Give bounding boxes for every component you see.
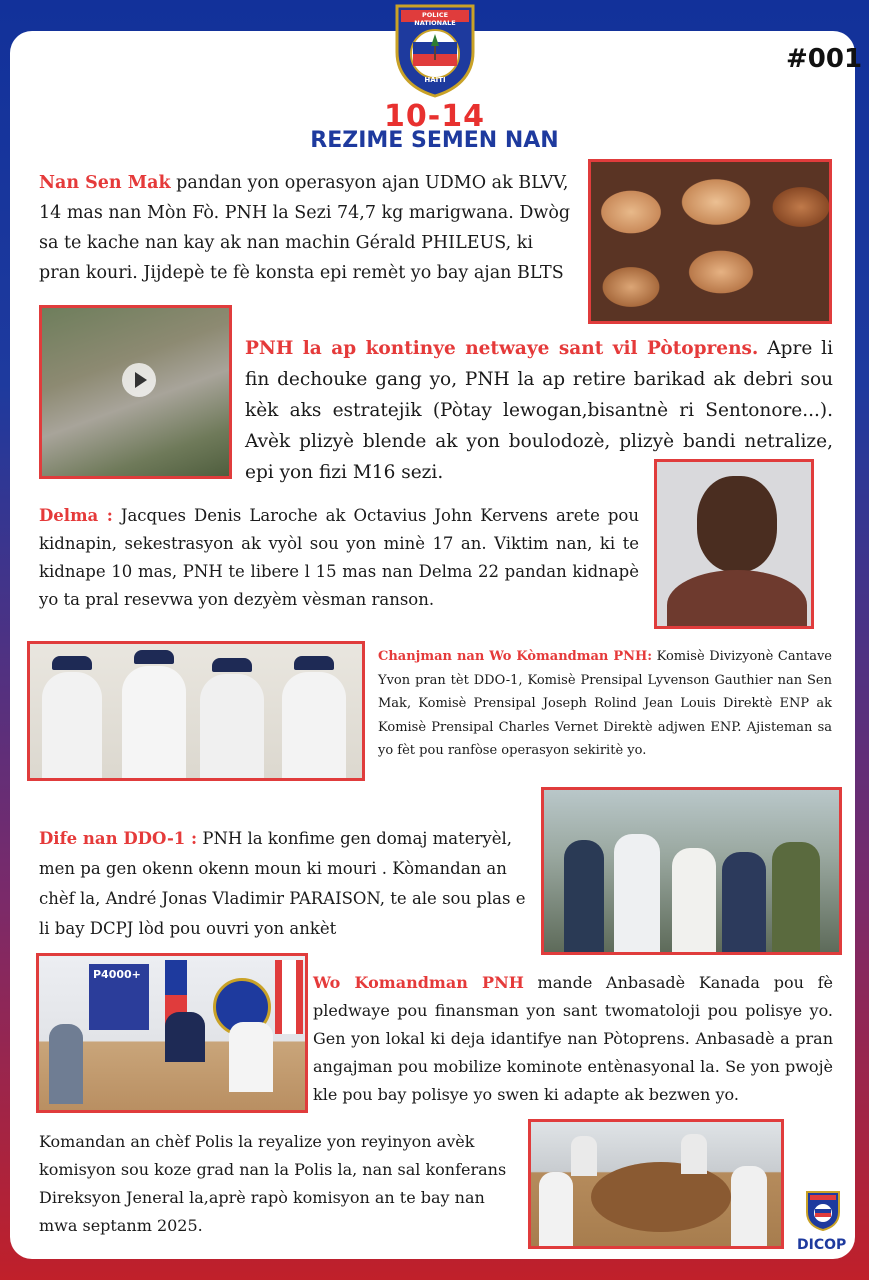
article-1-body: pandan yon operasyon ajan UDMO ak BLVV, 14 mas nan Mòn Fò. PNH la Sezi 74,7 kg marigwana. Dwòg sa te kache nan kay ak nan machin Gérald PHILEUS, ki pran kouri. Jijdepè te fè konsta epi remèt yo bay ajan BLTS: [39, 173, 571, 283]
article-3-lead: Delma :: [39, 506, 113, 525]
photo-fire-site: [541, 787, 842, 955]
photo-commission-meeting: [528, 1119, 784, 1249]
logo-top-text: POLICE NATIONALE: [414, 11, 456, 27]
article-6: [313, 969, 833, 1109]
article-6-lead: Wo Komandman PNH: [313, 973, 524, 992]
article-7: [39, 1128, 524, 1240]
article-4-lead: Chanjman nan Wo Kòmandman PNH:: [378, 649, 653, 664]
photo-marijuana: [588, 159, 832, 324]
article-5-body: PNH la konfime gen domaj materyèl, men pa gen okenn okenn moun ki mouri . Kòmandan an chèf la, André Jonas Vladimir PARAISON, te ale sou plas e li bay DCPJ lòd pou ouvri yon ankèt: [39, 829, 526, 938]
article-6-body: mande Anbasadè Kanada pou fè pledwaye pou finansman yon sant twomatoloji pou polisye yo. Gen yon lokal ki deja idantifye nan Pòtoprens. Anbasadè a pran angajman pou mobilize kominote entènasyonal la. Se yon pwojè kle pou bay polisye yo swen ki adapte ak bezwen yo.: [313, 973, 833, 1104]
issue-number: #001: [786, 44, 863, 74]
photo-canada-meeting: [36, 953, 308, 1113]
article-4: [378, 645, 832, 763]
article-1-lead: Nan Sen Mak: [39, 173, 171, 193]
article-7-body: Komandan an chèf Polis la reyalize yon reyinyon avèk komisyon sou koze grad nan la Polis la, nan sal konferans Direksyon Jeneral la,aprè rapò komisyon an te bay nan mwa septanm 2025.: [39, 1132, 507, 1235]
dicop-logo: [805, 1190, 841, 1232]
page-title: REZIME SEMEN NAN: [310, 128, 559, 153]
logo-bottom-text: HAITI: [424, 76, 446, 84]
article-3: [39, 502, 639, 614]
photo-commanders: [27, 641, 365, 781]
article-5-lead: Dife nan DDO-1 :: [39, 829, 198, 848]
video-clip[interactable]: [39, 305, 232, 479]
footer-brand: DICOP: [797, 1237, 847, 1253]
play-icon[interactable]: [122, 363, 156, 397]
banner-text: P4000+: [93, 968, 141, 981]
article-1: [39, 168, 579, 288]
article-5: [39, 824, 534, 944]
article-4-body: Komisè Divizyonè Cantave Yvon pran tèt DDO-1, Komisè Prensipal Lyvenson Gauthier nan Sen Mak, Komisè Prensipal Joseph Rolind Jean Louis Direktè ENP ak Komisè Prensipal Charles Vernet Direktè adjwen ENP. Ajisteman sa yo fèt pou ranfòse operasyon sekiritè yo.: [378, 649, 832, 758]
photo-suspect: [654, 459, 814, 629]
article-2-body: Apre li fin dechouke gang yo, PNH la ap retire barikad ak debri sou kèk aks estratejik (Pòtay lewogan,bisantnè ri Sentonore...). Avèk plizyè blende ak yon boulodozè, plizyè bandi netralize, epi yon fizi M16 sezi.: [245, 338, 833, 483]
police-logo: [393, 2, 477, 98]
date-range: 10-14: [384, 99, 485, 134]
article-2-lead: PNH la ap kontinye netwaye sant vil Pòtoprens.: [245, 338, 759, 359]
article-3-body: Jacques Denis Laroche ak Octavius John Kervens arete pou kidnapin, sekestrasyon ak vyòl sou yon minè 17 an. Viktim nan, ki te kidnape 10 mas, PNH te libere l 15 mas nan Delma 22 pandan kidnapè yo ta pral resevwa yon dezyèm vèsman ranson.: [39, 506, 639, 609]
